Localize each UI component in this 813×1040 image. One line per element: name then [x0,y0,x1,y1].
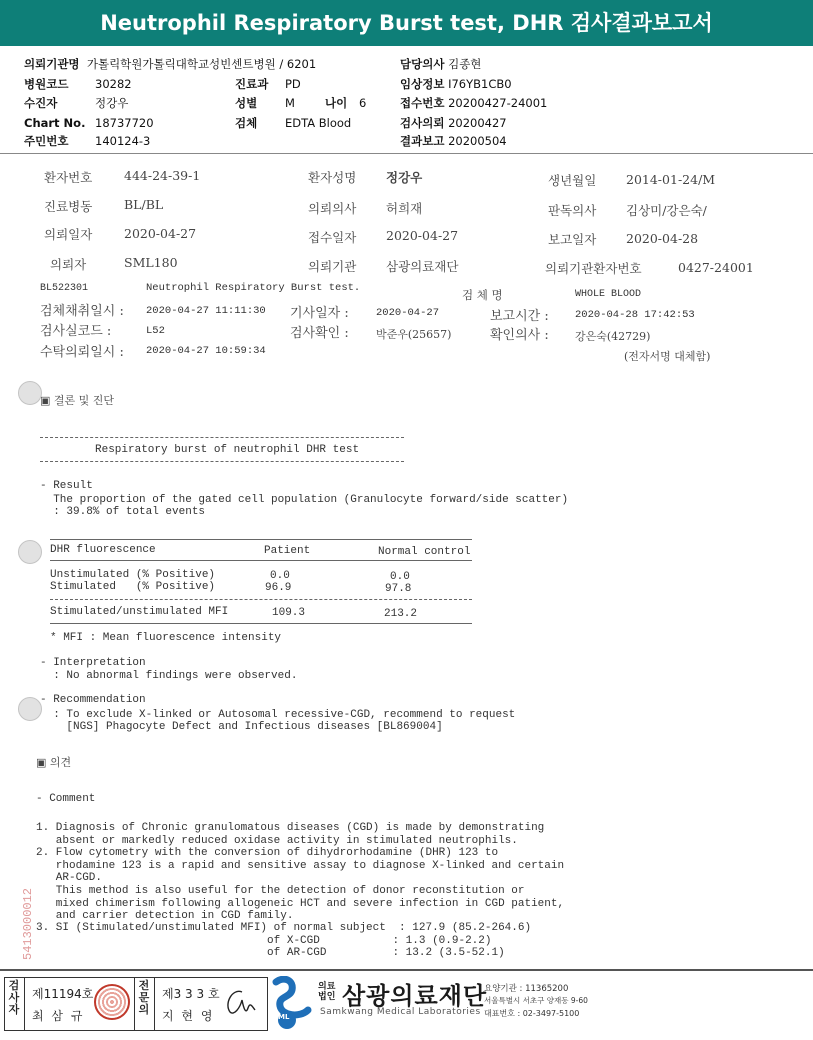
box-divider [134,977,135,1031]
test-code: BL522301 [40,283,89,294]
header-row-specimen: 검체 EDTA Blood [235,116,352,130]
header-row-department: 진료과 PD [235,77,301,91]
box-divider [154,977,155,1031]
header-divider [0,153,813,154]
label-requesting-org: 의뢰기관 [308,259,357,274]
header-row-report-date: 결과보고 20200504 [400,134,507,148]
signature-note: (전자서명 대체함) [624,350,711,363]
receipt-value: 2020-04-27 10:59:34 [146,345,266,357]
binder-hole [18,381,42,405]
table-mfi-label: Stimulated/unstimulated MFI [50,606,229,618]
comment-line: This method is also useful for the detection of donor reconstitution or [36,885,525,897]
section-results-heading: ▣ 결론 및 진단 [40,394,115,407]
comment-heading: - Comment [36,793,96,805]
header-row-chart-no: Chart No. 18737720 [24,116,154,130]
sml-logo-text: SML [273,1013,290,1021]
inspector-name: 최 삼 규 [32,1009,85,1023]
table-row-label: Unstimulated (% Positive) [50,569,216,581]
label-reading-doctor: 판독의사 [548,203,597,218]
value-reading-doctor: 김상미/강은숙/ [626,203,707,218]
table-header-control: Normal control [378,546,471,558]
test-name: Neutrophil Respiratory Burst test. [146,282,361,294]
header-row-request-date: 검사의뢰 20200427 [400,116,507,130]
report-subtitle: Respiratory burst of neutrophil DHR test [95,444,360,456]
recommendation-line-2: [NGS] Phagocyte Defect and Infectious diseases [BL869004] [40,721,443,733]
footer [0,972,813,1040]
address: 서울특별시 서초구 양재동 9-60 [484,996,588,1005]
foundation-type: 의료법인 [318,982,336,1002]
label-request-date: 의뢰일자 [44,227,93,242]
receipt-label: 수탁의뢰일시 : [40,345,124,360]
label-requester: 의뢰자 [50,257,87,272]
table-header-patient: Patient [264,545,311,557]
value-patient-no: 444-24-39-1 [124,168,201,183]
box-divider [24,977,25,1031]
comment-line: absent or markedly reduced oxidase activity in stimulated neutrophils. [36,835,518,847]
header-row-clinical-info: 임상정보 I76YB1CB0 [400,77,512,91]
signature-icon [222,986,258,1020]
confirm-value: 강은숙(42729) [575,330,651,343]
header-row-patient: 수진자 정강우 [24,96,129,110]
label-patient-no: 환자번호 [44,170,93,185]
record-label: 기사일자 : [290,306,349,321]
table-rule [50,539,472,540]
value-org-patient-no: 0427-24001 [678,260,754,275]
value-requesting-org: 삼광의료재단 [386,259,459,274]
inspector-license-no: 제11194호 [32,987,94,1001]
table-footnote: * MFI : Mean fluorescence intensity [50,632,282,644]
label-birth-date: 생년월일 [548,173,597,188]
lab-code-label: 검사실코드 : [40,324,112,339]
result-heading: - Result [40,480,93,492]
recommendation-heading: - Recommendation [40,694,146,706]
table-cell-control: 0.0 [390,571,410,583]
binder-hole [18,697,42,721]
comment-line: 3. SI (Stimulated/unstimulated MFI) of normal subject : 127.9 (85.2-264.6) [36,922,532,934]
table-row-label: Stimulated (% Positive) [50,581,216,593]
side-serial-code: 5413000012 [21,887,35,960]
section-opinion-heading: ▣ 의견 [36,756,72,769]
collect-label: 검체채취일시 : [40,304,124,319]
confirm-label: 확인의사 : [490,328,549,343]
org-code: 요양기관 : 11365200 [484,984,569,994]
result-line-1: The proportion of the gated cell population (Granulocyte forward/side scatter) [40,494,569,506]
header-row-hospital: 의뢰기관명 가톨릭학원가톨릭대학교성빈센트병원 / 6201 [24,57,317,71]
table-mfi-control: 213.2 [384,608,418,620]
label-receipt-date: 접수일자 [308,230,357,245]
seal-stamp-icon [94,984,130,1020]
recommendation-line-1: : To exclude X-linked or Autosomal recessive-CGD, recommend to request [40,709,516,721]
collect-value: 2020-04-27 11:11:30 [146,305,266,317]
header-row-sex: 성별 M [235,96,295,110]
header-row-resident-no: 주민번호 140124-3 [24,134,151,148]
value-report-date: 2020-04-28 [626,231,699,246]
comment-line: 1. Diagnosis of Chronic granulomatous diseases (CGD) is made by demonstrating [36,822,545,834]
comment-line: and carrier detection in CGD family. [36,910,294,922]
record-value: 2020-04-27 [376,307,440,319]
value-ward: BL/BL [124,197,164,212]
table-cell-control: 97.8 [385,583,412,595]
header-row-age: 나이 6 [325,96,367,110]
specimen-label: 검 체 명 [462,288,503,302]
value-request-date: 2020-04-27 [124,226,197,241]
foundation-english-name: Samkwang Medical Laboratories [320,1007,481,1017]
specialist-license-no: 제3 3 3 호 [162,987,220,1001]
value-receipt-date: 2020-04-27 [386,228,459,243]
divider [40,461,404,462]
specimen-value: WHOLE BLOOD [575,289,642,300]
table-cell-patient: 0.0 [270,570,290,582]
table-rule [50,623,472,624]
value-requester: SML180 [124,255,178,270]
comment-line: mixed chimerism following allogeneic HCT and severe infection in CGD patient, [36,898,565,910]
divider [40,437,404,438]
label-ward: 진료병동 [44,199,93,214]
header-row-hospital-code: 병원코드 30282 [24,77,132,91]
comment-line: 2. Flow cytometry with the conversion of dihydrorhodamine (DHR) 123 to [36,847,499,859]
header-row-doctor: 담당의사 김종현 [400,57,482,71]
interpretation-text: : No abnormal findings were observed. [40,670,298,682]
verifier-label: 검사확인 : [290,326,349,341]
inspector-label: 검 사 자 [8,979,20,1016]
label-org-patient-no: 의뢰기관환자번호 [545,261,642,276]
table-rule [50,560,472,561]
comment-line: of X-CGD : 1.3 (0.9-2.2) [36,935,492,947]
label-patient-name: 환자성명 [308,170,357,185]
report-time-label: 보고시간 : [490,309,549,324]
phone: 대표번호 : 02-3497-5100 [484,1009,580,1018]
report-time-value: 2020-04-28 17:42:53 [575,309,695,321]
report-title: Neutrophil Respiratory Burst test, DHR 검사결과보고서 [0,0,813,46]
value-birth-date: 2014-01-24/M [626,172,716,187]
table-header-fluorescence: DHR fluorescence [50,544,156,556]
interpretation-heading: - Interpretation [40,657,146,669]
result-line-2: : 39.8% of total events [40,506,206,518]
verifier-value: 박준우(25657) [376,328,452,341]
header-row-receipt-no: 접수번호 20200427-24001 [400,96,548,110]
lab-code-value: L52 [146,325,165,337]
comment-line: rhodamine 123 is a rapid and sensitive assay to diagnose X-linked and certain [36,860,565,872]
table-cell-patient: 96.9 [265,582,292,594]
specialist-name: 지 현 영 [162,1009,215,1023]
value-referring-doctor: 허희재 [386,201,423,216]
label-report-date: 보고일자 [548,232,597,247]
footer-divider [0,969,813,971]
label-referring-doctor: 의뢰의사 [308,201,357,216]
comment-line: AR-CGD. [36,872,103,884]
foundation-name: 삼광의료재단 [342,982,488,1010]
sml-logo-icon [270,976,316,1030]
specialist-label: 전 문 의 [138,979,150,1016]
binder-hole [18,540,42,564]
table-mfi-patient: 109.3 [272,607,306,619]
table-rule [50,599,472,600]
value-patient-name: 정강우 [386,170,423,185]
comment-line: of AR-CGD : 13.2 (3.5-52.1) [36,947,505,959]
